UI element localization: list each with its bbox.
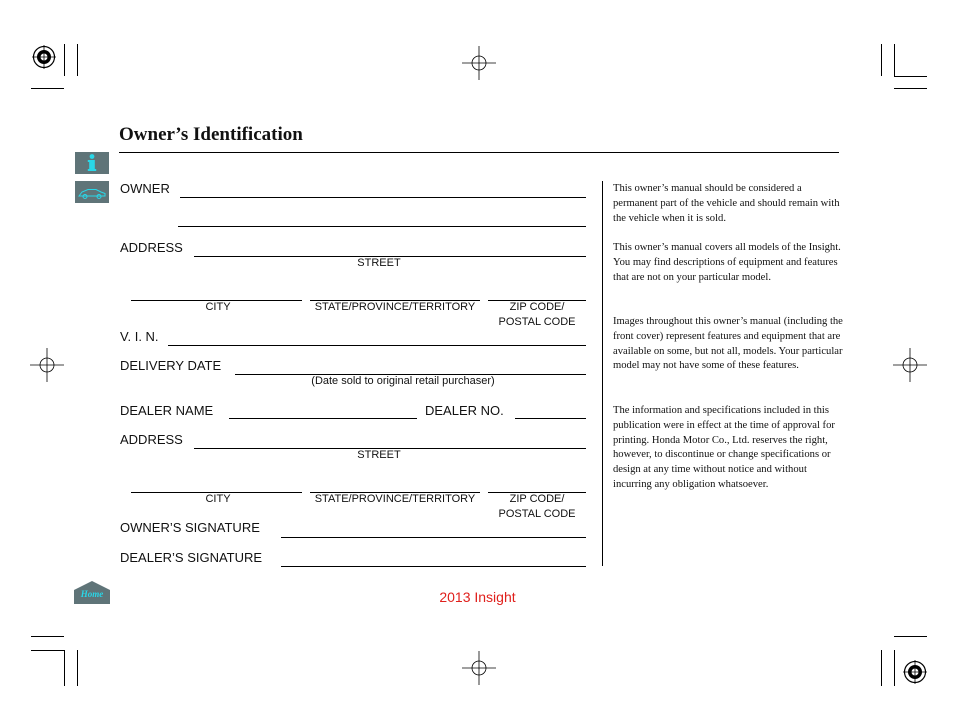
title-rule: [119, 152, 839, 153]
owner-signature-label: OWNER’S SIGNATURE: [120, 520, 260, 535]
dealer-street-caption: STREET: [357, 449, 401, 461]
note-paragraph: This owner’s manual should be considered a permanent part of the vehicle and should remain with the vehicle when it is sold.: [613, 183, 840, 224]
dealer-signature-field[interactable]: [281, 566, 586, 567]
note-paragraph: Images throughout this owner’s manual (including the front cover) represent features and equipment that are available on some, but not all, models. Your particular model may not have some of these features.: [613, 316, 843, 372]
address-label: ADDRESS: [120, 240, 183, 255]
page-title: Owner’s Identification: [119, 124, 303, 145]
postal-caption: POSTAL CODE: [498, 316, 576, 328]
car-icon: [75, 181, 109, 203]
dealer-city-caption: CITY: [205, 493, 231, 505]
owner-signature-field[interactable]: [281, 537, 586, 538]
home-label: Home: [80, 589, 104, 599]
crosshair-right: [893, 348, 927, 382]
owner-field[interactable]: [180, 197, 586, 198]
dealer-name-label: DEALER NAME: [120, 403, 214, 418]
vin-field[interactable]: [168, 345, 586, 346]
crosshair-bottom: [462, 651, 496, 685]
registration-target-top-left: [32, 45, 56, 69]
owner-field-line-2[interactable]: [178, 226, 586, 227]
zip-caption: ZIP CODE/: [509, 301, 565, 313]
footer-model-name: 2013 Insight: [439, 589, 516, 605]
crosshair-left: [30, 348, 64, 382]
home-button[interactable]: [74, 581, 110, 605]
dealer-postal-caption: POSTAL CODE: [498, 508, 576, 520]
crosshair-top: [462, 46, 496, 80]
note-paragraph: The information and specifications included in this publication were in effect at the time of approval for printing. Honda Motor Co., Ltd. reserves the right, however, to discontinue or change specifications or design at any time without notice and without incurring any obligation whatsoever.: [613, 405, 835, 490]
street-caption: STREET: [357, 257, 401, 269]
registration-target-bottom-right: [903, 660, 927, 684]
dealer-no-field[interactable]: [515, 418, 586, 419]
note-paragraph: This owner’s manual covers all models of the Insight. You may find descriptions of equipment and features that are not on your particular model.: [613, 242, 841, 283]
dealer-name-field[interactable]: [229, 418, 417, 419]
dealer-address-label: ADDRESS: [120, 432, 183, 447]
dealer-no-label: DEALER NO.: [425, 403, 504, 418]
column-divider: [602, 181, 603, 566]
state-caption: STATE/PROVINCE/TERRITORY: [314, 301, 476, 313]
info-button[interactable]: [75, 152, 109, 174]
delivery-date-label: DELIVERY DATE: [120, 358, 222, 373]
delivery-date-caption: (Date sold to original retail purchaser): [311, 375, 495, 387]
dealer-state-caption: STATE/PROVINCE/TERRITORY: [314, 493, 476, 505]
city-caption: CITY: [205, 301, 231, 313]
owner-label: OWNER: [120, 181, 170, 196]
dealer-signature-label: DEALER’S SIGNATURE: [120, 550, 263, 565]
info-icon: [75, 152, 109, 174]
vehicle-index-button[interactable]: [75, 181, 109, 203]
dealer-zip-caption: ZIP CODE/: [509, 493, 565, 505]
vin-label: V. I. N.: [120, 329, 159, 344]
